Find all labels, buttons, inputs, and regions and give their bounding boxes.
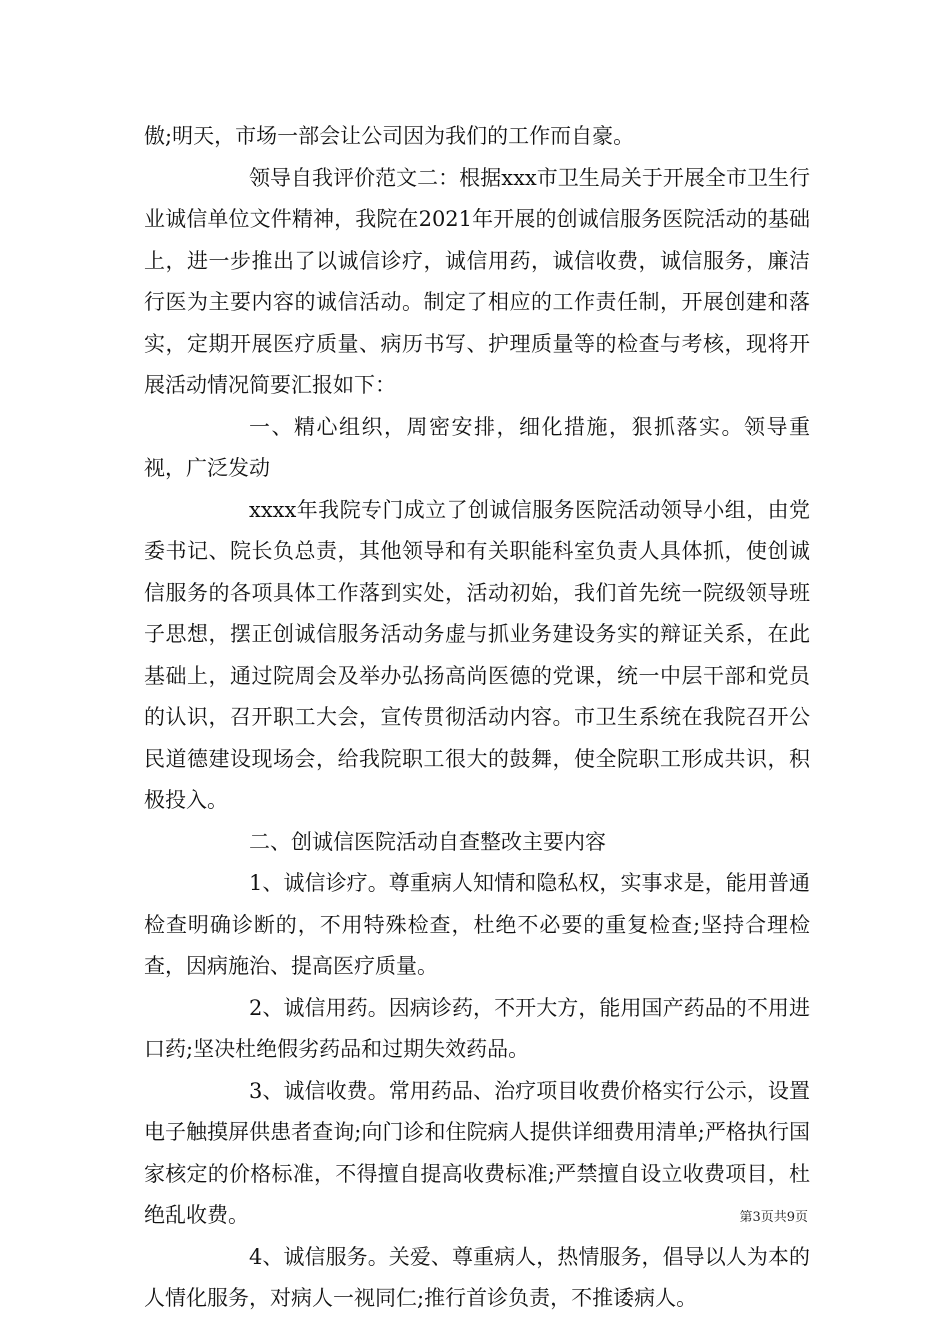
paragraph-item-3: 3、诚信收费。常用药品、治疗项目收费价格实行公示，设置电子触摸屏供患者查询;向门诊和住院病人提供详细费用清单;严格执行国家核定的价格标准，不得擅自提高收费标准;严禁擅自设立收费项目，杜绝乱收费。 [144,1078,810,1227]
section-heading-1: 一、精心组织，周密安排，细化措施，狠抓落实。领导重视，广泛发动 [144,414,810,480]
document-body [144,116,810,1320]
paragraph-continuation: 傲;明天，市场一部会让公司因为我们的工作而自豪。 [144,124,635,148]
paragraph-intro: 领导自我评价范文二：根据xxx市卫生局关于开展全市卫生行业诚信单位文件精神，我院在2021年开展的创诚信服务医院活动的基础上，进一步推出了以诚信诊疗，诚信用药，诚信收费，诚信服务，廉洁行医为主要内容的诚信活动。制定了相应的工作责任制，开展创建和落实，定期开展医疗质量、病历书写、护理质量等的检查与考核，现将开展活动情况简要汇报如下： [144,165,810,397]
paragraph-item-4: 4、诚信服务。关爱、尊重病人，热情服务，倡导以人为本的人情化服务，对病人一视同仁;推行首诊负责，不推诿病人。 [144,1244,810,1310]
section-heading-2: 二、创诚信医院活动自查整改主要内容 [249,829,606,854]
paragraph-section-1: xxxx年我院专门成立了创诚信服务医院活动领导小组，由党委书记、院长负总责，其他领导和有关职能科室负责人具体抓，使创诚信服务的各项具体工作落到实处，活动初始，我们首先统一院级领导班子思想，摆正创诚信服务活动务虚与抓业务建设务实的辩证关系，在此基础上，通过院周会及举办弘扬高尚医德的党课，统一中层干部和党员的认识，召开职工大会，宣传贯彻活动内容。市卫生系统在我院召开公民道德建设现场会，给我院职工很大的鼓舞，使全院职工形成共识，积极投入。 [144,497,810,812]
page-number-footer: 第3页共9页 [739,1210,808,1225]
paragraph-item-1: 1、诚信诊疗。尊重病人知情和隐私权，实事求是，能用普通检查明确诊断的，不用特殊检查，杜绝不必要的重复检查;坚持合理检查，因病施治、提高医疗质量。 [144,871,810,978]
paragraph-item-2: 2、诚信用药。因病诊药，不开大方，能用国产药品的不用进口药;坚决杜绝假劣药品和过期失效药品。 [144,995,810,1061]
